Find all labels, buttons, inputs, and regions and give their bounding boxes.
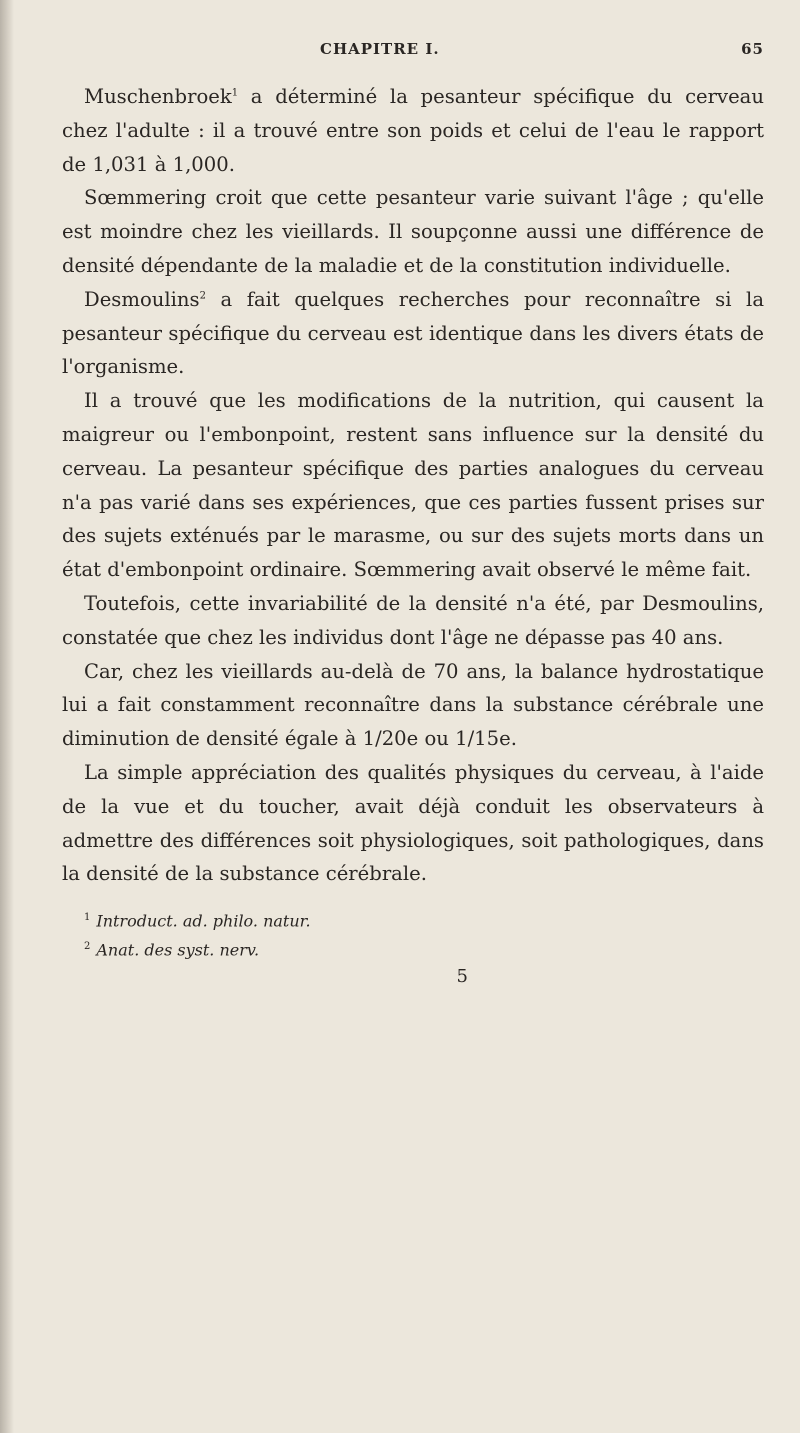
paragraph-3-text: a fait quelques recherches pour reconnaître si la pesanteur spécifique du cerveau est identique dans les divers états de l'organisme. xyxy=(62,287,764,379)
paragraph-3-lead: Desmoulins xyxy=(84,287,200,311)
paragraph-1-lead: Muschenbroek xyxy=(84,85,232,108)
footnote-text-2: Anat. des syst. nerv. xyxy=(96,940,260,960)
page-number: 65 xyxy=(741,40,764,58)
footnote-ref-2: 2 xyxy=(199,290,206,302)
paragraph-1 xyxy=(62,80,764,181)
footnote-1 xyxy=(84,905,764,934)
footnote-mark-2: 2 xyxy=(84,941,91,953)
paragraph-4: Il a trouvé que les modifications de la nutrition, qui causent la maigreur ou l'embonpoint, restent sans influence sur la densité du cerveau. La pesanteur spécifique des parties analogues du cerveau n'a pas varié dans ses expériences, que ces parties fussent prises sur des sujets exténués par le marasme, ou sur des sujets morts dans un état d'embonpoint ordinaire. Sœmmering avait observé le même fait. xyxy=(62,389,764,582)
paragraph-7: La simple appréciation des qualités physiques du cerveau, à l'aide de la vue et du toucher, avait déjà conduit les observateurs à admettre des différences soit physiologiques, soit pathologiques, dans la densité de la substance cérébrale. xyxy=(62,760,764,886)
footnotes xyxy=(62,905,764,964)
paragraph-2: Sœmmering croit que cette pesanteur varie suivant l'âge ; qu'elle est moindre chez les vieillards. Il soupçonne aussi une différence de densité dépendante de la maladie et de la constitution individuelle. xyxy=(62,186,764,277)
footnote-text-1: Introduct. ad. philo. natur. xyxy=(96,911,311,931)
signature-mark: 5 xyxy=(456,965,468,987)
paragraph-6: Car, chez les vieillards au-delà de 70 ans, la balance hydrostatique lui a fait constamment reconnaître dans la substance cérébrale une diminution de densité égale à 1/20e ou 1/15e. xyxy=(62,659,764,751)
paragraph-3 xyxy=(62,283,764,384)
document-page xyxy=(62,40,764,987)
footnote-ref-1: 1 xyxy=(231,87,239,99)
paragraph-5: Toutefois, cette invariabilité de la densité n'a été, par Desmoulins, constatée que chez les individus dont l'âge ne dépasse pas 40 ans. xyxy=(62,591,764,649)
footnote-2 xyxy=(84,934,764,963)
page-gutter-shadow xyxy=(0,0,14,1433)
chapter-title: CHAPITRE I. xyxy=(320,40,440,58)
footnote-mark-1: 1 xyxy=(84,912,91,924)
paragraph-1-text: a déterminé la pesanteur spécifique du cerveau chez l'adulte : il a trouvé entre son poids et celui de l'eau le rapport de 1,031 à 1,000. xyxy=(62,85,764,176)
running-head xyxy=(62,40,764,66)
